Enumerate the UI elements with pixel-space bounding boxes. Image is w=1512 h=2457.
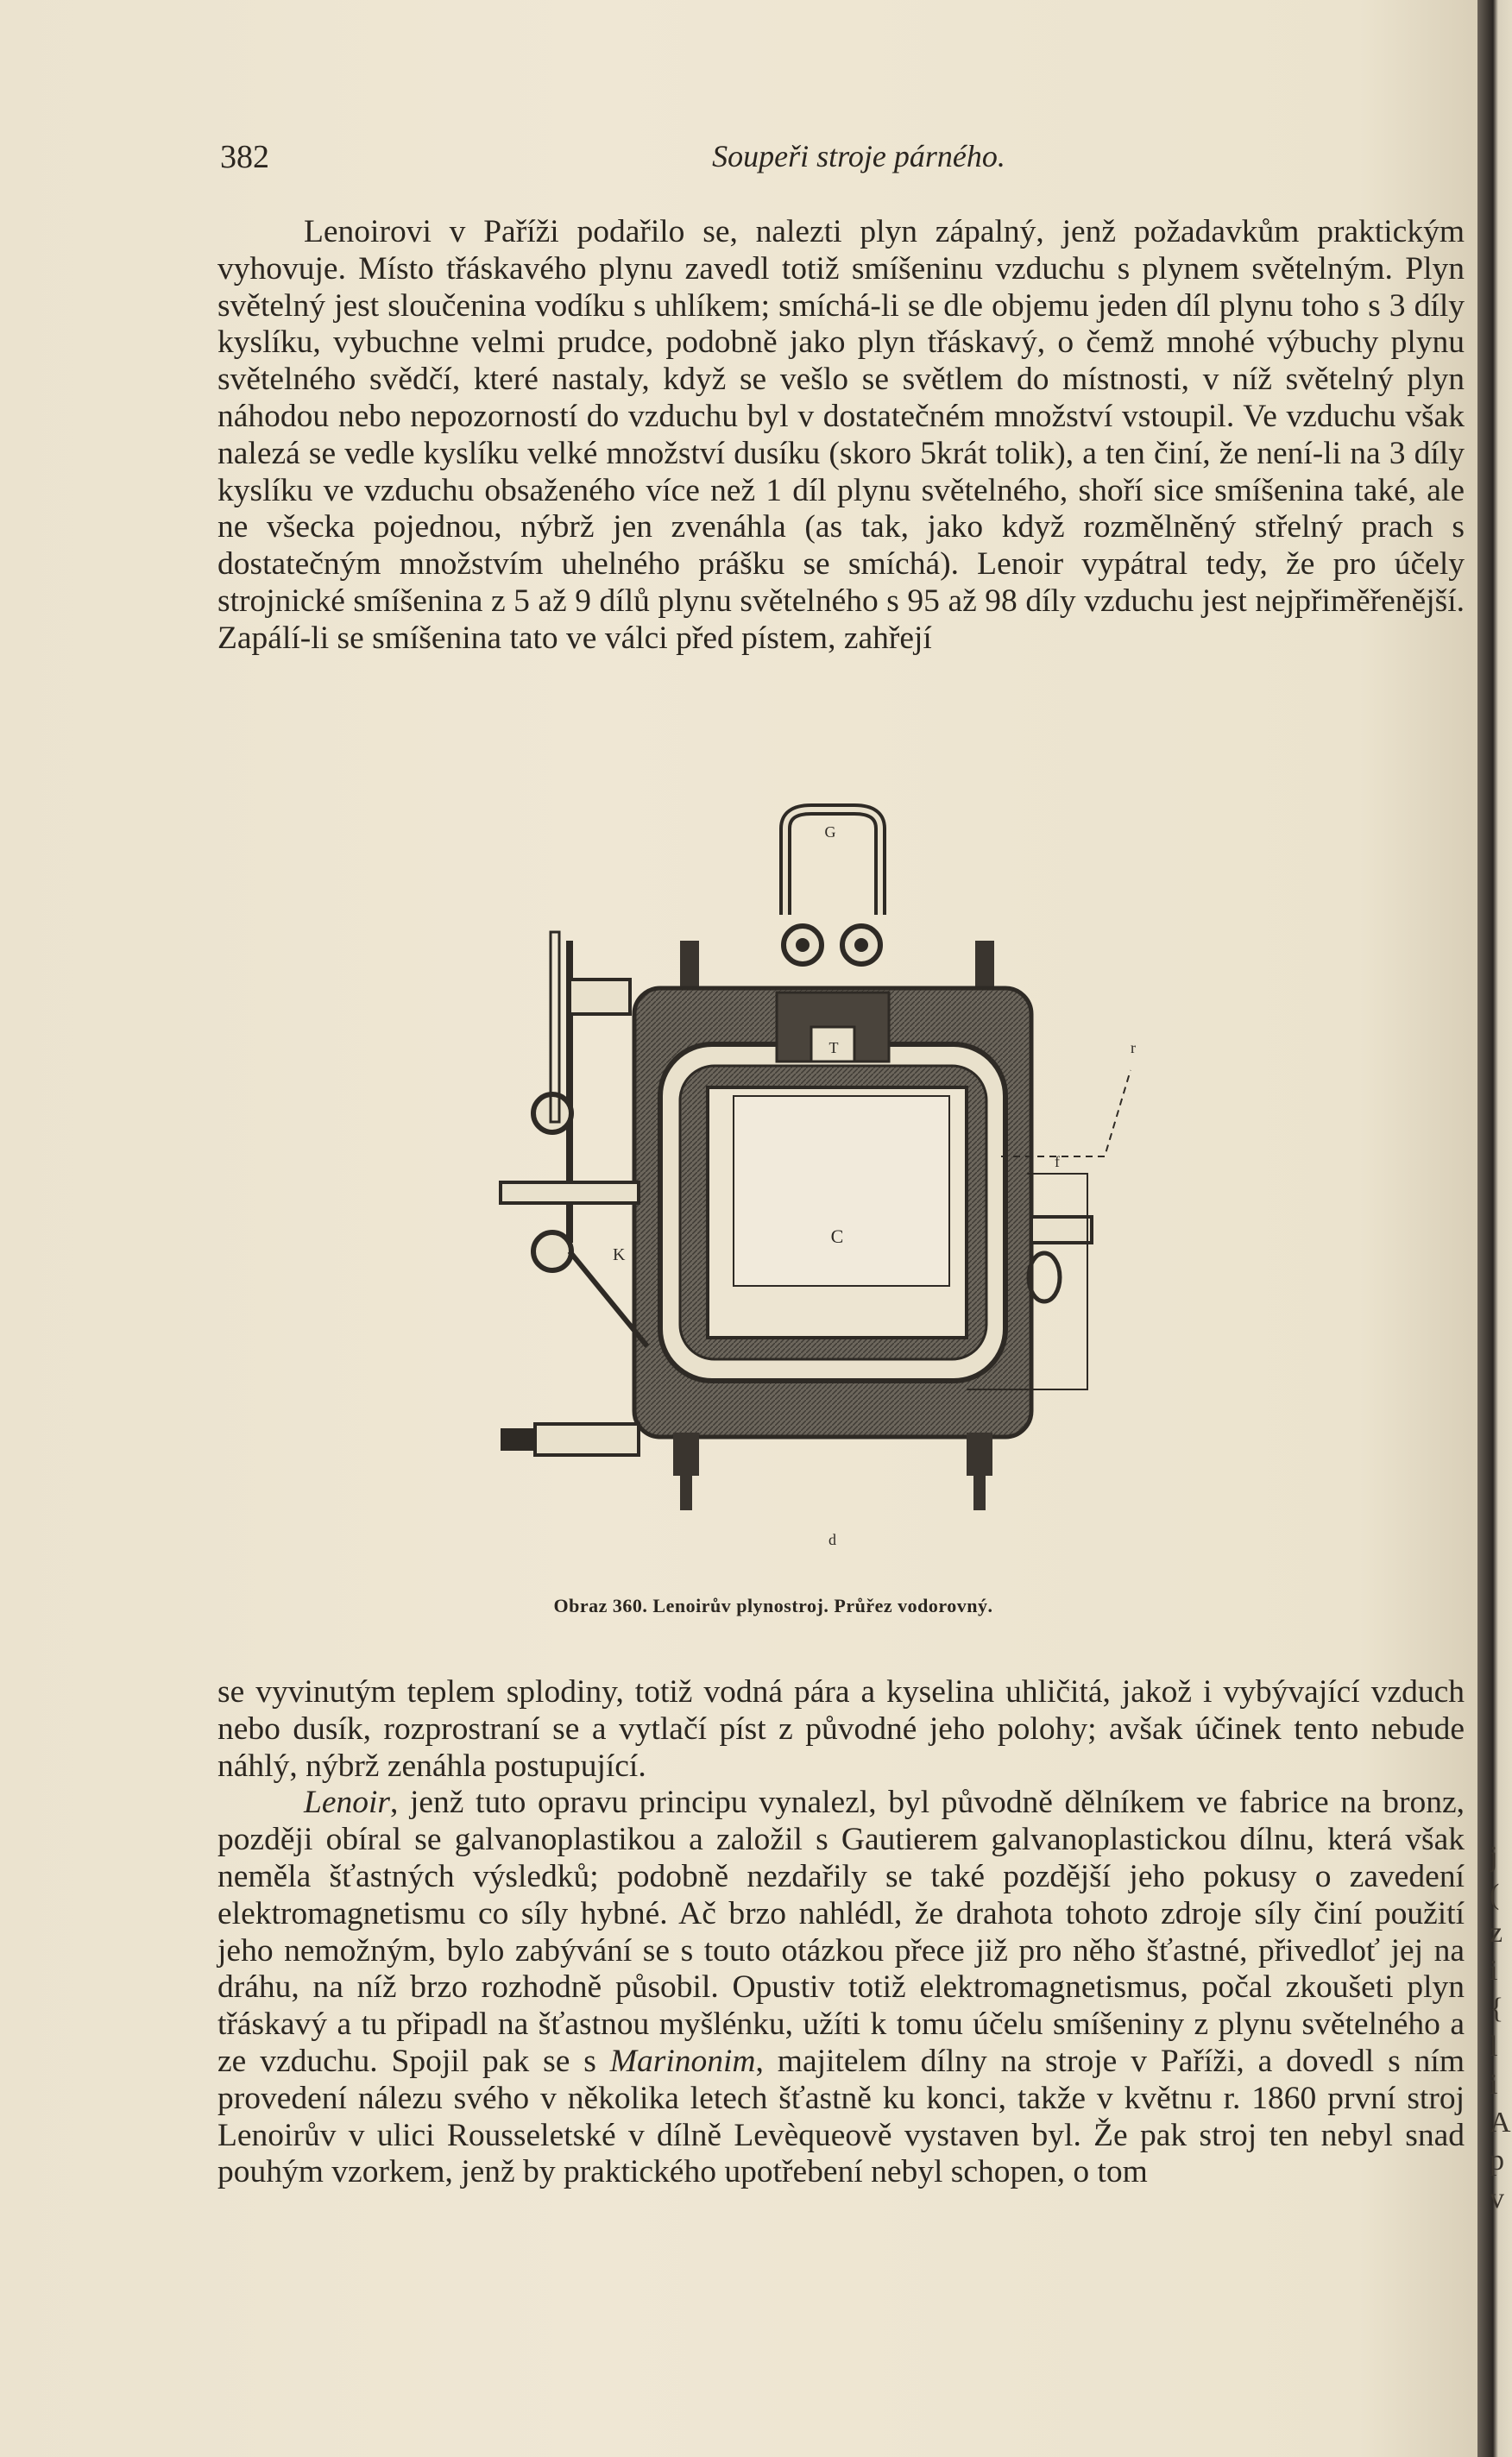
name-marinoni: Marinonim bbox=[609, 2043, 756, 2079]
text-block-top bbox=[217, 214, 1465, 658]
edge-letter: i bbox=[1490, 1955, 1498, 1987]
label-g: G bbox=[824, 823, 836, 841]
edge-letter: z bbox=[1490, 1917, 1503, 1949]
engine-cross-section-figure bbox=[449, 794, 1225, 1605]
paragraph-text-part-1: , jenž tuto opravu principu vynalezl, byl původně dělníkem ve fabrice na bronz, později obíral se galvanoplastikou a založil s Gautierem galvanoplastickou dílnu, která však neměla šťastných výsledků; podobně nezdařily se také pozdější jeho pokusy o zavedení elektromagnetismu co síly hybné. Ač brzo nahlédl, že drahota tohoto zdroje síly činí použití jeho nemožným, bylo zabývání se s touto otázkou přece již pro něho šťastné, přivedloť jej na dráhu, na níž brzo rozhodně působil. Opustiv totiž elektromagnetismus, počal zkoušeti plyn třáskavý a tu připadl na šťastnou myšlénku, užíti k tomu účelu smíšeniny z plynu světelného a ze vzduchu. Spojil pak se s bbox=[217, 1785, 1465, 2079]
edge-letter: l bbox=[1490, 2031, 1498, 2063]
paragraph-continuation: se vyvinutým teplem splodiny, totiž vodná pára a kyselina uhličitá, jakož i vybývající vzduch nebo dusík, rozprostraní se a vytlačí píst z původné jeho polohy; avšak účinek tento nebude náhlý, nýbrž zenáhla postupující. bbox=[217, 1674, 1465, 1784]
edge-letter: i bbox=[1490, 2069, 1498, 2101]
label-f: f bbox=[1055, 1153, 1060, 1170]
facing-page-edge-letters bbox=[1490, 1838, 1510, 2218]
label-c: C bbox=[830, 1225, 844, 1247]
running-title: Soupeři stroje párného. bbox=[712, 139, 1005, 173]
figure-caption: Obraz 360. Lenoirův plynostroj. Průřez vodorovný. bbox=[553, 1595, 993, 1616]
edge-letter: v bbox=[1490, 2183, 1504, 2214]
edge-letter: A bbox=[1490, 2107, 1511, 2139]
page-number: 382 bbox=[220, 139, 269, 175]
edge-letter: p bbox=[1490, 2145, 1504, 2177]
edge-letter: { bbox=[1490, 1993, 1504, 2025]
running-head bbox=[220, 138, 1463, 181]
label-t: T bbox=[828, 1039, 839, 1056]
paragraph-text-part-2: , majitelem dílny na stroje v Paříži, a dovedl s ním provedení nálezu svého v několika letech šťastně ku konci, takže v květnu r. 1860 první stroj Lenoirův v ulici Rousseletské v dílně Levèqueově vystaven byl. Že pak stroj ten nebyl snad pouhým vzorkem, jenž by praktického upotřebení nebyl schopen, o tom bbox=[217, 2043, 1465, 2190]
label-d: d bbox=[828, 1531, 836, 1548]
paragraph-lenoir-history bbox=[217, 1785, 1465, 2191]
edge-letter: j bbox=[1490, 1841, 1498, 1873]
name-lenoir: Lenoir bbox=[304, 1785, 391, 1821]
label-r: r bbox=[1131, 1039, 1136, 1056]
engine-drawing bbox=[449, 794, 1225, 1605]
paragraph-lenoir-gas: Lenoirovi v Paříži podařilo se, nalezti plyn zápalný, jenž požadavkům praktickým vyhovuje. Místo třáskavého plynu zavedl totiž smíšeninu vzduchu s plynem světelným. Plyn světelný jest sloučenina vodíku s uhlíkem; smíchá-li se dle objemu jeden díl plynu toho s 3 díly kyslíku, vybuchne velmi prudce, podobně jako plyn třáskavý, o čemž mnohé výbuchy plynu světelného svědčí, které nastaly, když se vešlo se světlem do místnosti, v níž světelný plyn náhodou nebo nepozorností do vzduchu byl v dostatečném množství vstoupil. Ve vzduchu však nalezá se vedle kyslíku velké množství dusíku (skoro 5krát tolik), a ten činí, že není-li na 3 díly kyslíku ve vzduchu obsaženého více než 1 díl plynu světelného, shoří sice smíšenina také, ale ne všecka pojednou, nýbrž jen zvenáhla (as tak, jako když rozmělněný střelný prach s dostatečným množstvím uhelného prášku se smíchá). Lenoir vypátral tedy, že pro účely strojnické smíšenina z 5 až 9 dílů plynu světelného s 95 až 98 díly vzduchu jest nejpřiměřenější. Zapálí-li se smíšenina tato ve válci před pístem, zahřejí bbox=[217, 214, 1465, 656]
label-k: K bbox=[613, 1245, 626, 1264]
edge-letter: ( bbox=[1490, 1879, 1500, 1911]
text-block-bottom bbox=[217, 1674, 1465, 2191]
